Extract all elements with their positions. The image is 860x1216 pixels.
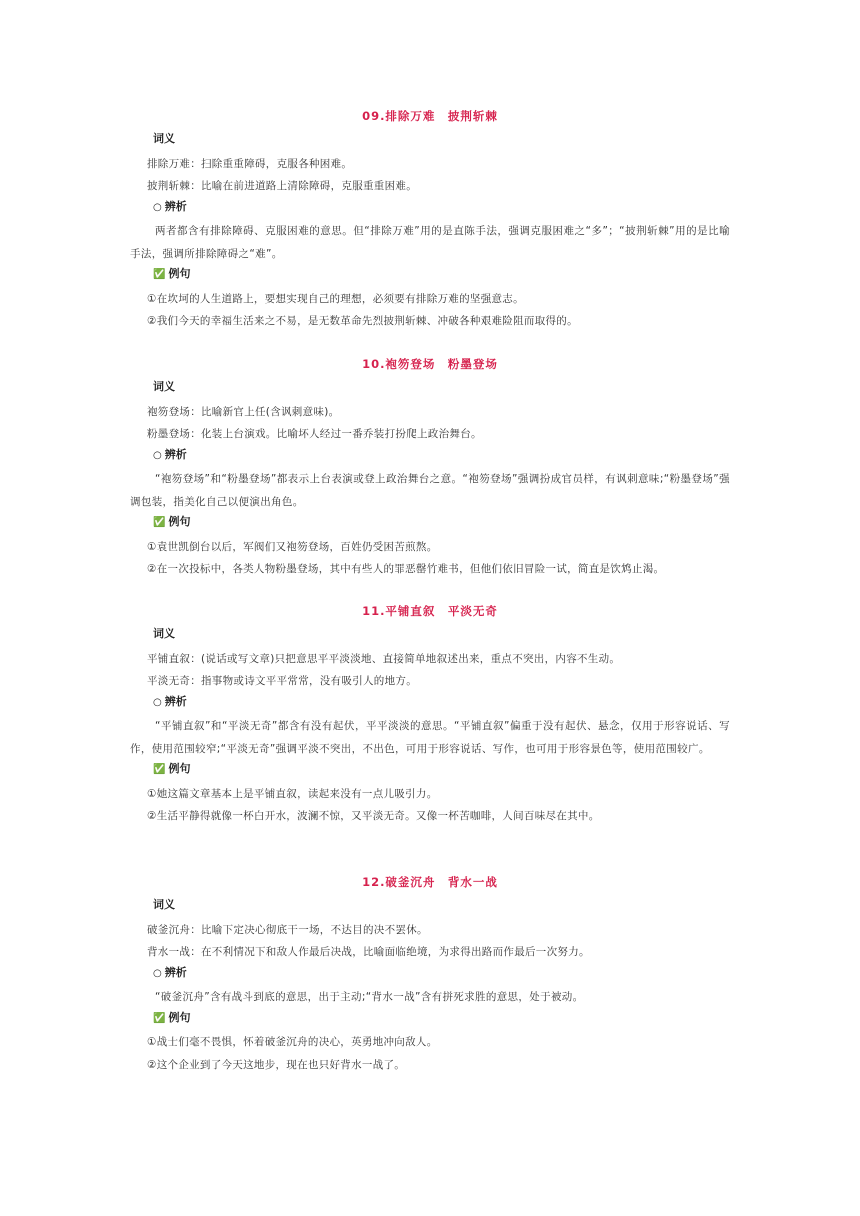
example-line: ②这个企业到了今天这地步，现在也只好背水一战了。 bbox=[147, 1058, 406, 1071]
section-10 bbox=[130, 354, 730, 581]
analysis-heading bbox=[130, 446, 730, 464]
section-09 bbox=[130, 106, 730, 333]
analysis-heading bbox=[130, 964, 730, 982]
analysis-heading bbox=[130, 693, 730, 711]
meaning-line: 披荆斩棘：比喻在前进道路上清除障碍，克服重重困难。 bbox=[147, 180, 417, 192]
check-icon: ✅ bbox=[153, 1012, 166, 1024]
circle-icon: ○ bbox=[153, 696, 162, 708]
example-label: 例句 bbox=[168, 515, 191, 528]
meaning-heading: 词义 bbox=[153, 380, 175, 393]
example-line: ①袁世凯倒台以后，军阀们又袍笏登场，百姓仍受困苦煎熬。 bbox=[147, 540, 438, 553]
check-icon: ✅ bbox=[153, 764, 166, 775]
analysis-text: “平铺直叙”和“平淡无奇”都含有没有起伏，平平淡淡的意思。“平铺直叙”偏重于没有起伏、悬念，仅用于形容说话、写作，使用范围较窄;“平淡无奇”强调平淡不突出，不出色，可用于形容说话、写作，也可用于形容景色等，使用范围较广。 bbox=[130, 720, 730, 755]
meaning-line: 破釜沉舟：比喻下定决心彻底干一场，不达目的决不罢休。 bbox=[147, 923, 428, 936]
analysis-heading bbox=[130, 198, 730, 216]
example-line: ②在一次投标中，各类人物粉墨登场，其中有些人的罪恶罄竹难书，但他们依旧冒险一试，简直是饮鸩止渴。 bbox=[147, 563, 665, 575]
analysis-label: 辨析 bbox=[164, 694, 187, 708]
example-heading bbox=[130, 513, 730, 531]
example-line: ①战士们毫不畏惧，怀着破釜沉舟的决心，英勇地冲向敌人。 bbox=[147, 1036, 438, 1048]
example-line: ②生活平静得就像一杯白开水，波澜不惊，又平淡无奇。又像一杯苦咖啡，人间百味尽在其中。 bbox=[147, 810, 600, 822]
analysis-label: 辨析 bbox=[164, 965, 187, 979]
example-label: 例句 bbox=[168, 1010, 191, 1024]
meaning-line: 平铺直叙：(说话或写文章)只把意思平平淡淡地、直接简单地叙述出来，重点不突出，内容不生动。 bbox=[147, 652, 621, 665]
meaning-line: 粉墨登场：化装上台演戏。比喻坏人经过一番乔装打扮爬上政治舞台。 bbox=[147, 428, 482, 440]
section-11 bbox=[130, 601, 730, 828]
example-heading bbox=[130, 265, 730, 283]
meaning-heading: 词义 bbox=[153, 898, 175, 911]
meaning-line: 背水一战：在不利情况下和敌人作最后决战，比喻面临绝境，为求得出路而作最后一次努力。 bbox=[147, 946, 590, 958]
example-line: ②我们今天的幸福生活来之不易，是无数革命先烈披荆斩棘、冲破各种艰难险阻而取得的。 bbox=[147, 315, 578, 327]
meaning-heading: 词义 bbox=[153, 627, 175, 640]
section-title: 10.袍笏登场 粉墨登场 bbox=[362, 357, 498, 371]
example-heading bbox=[130, 1009, 730, 1027]
section-title: 09.排除万难 披荆斩棘 bbox=[362, 109, 498, 123]
example-label: 例句 bbox=[168, 762, 191, 775]
circle-icon: ○ bbox=[153, 201, 162, 213]
example-heading bbox=[130, 760, 730, 778]
check-icon: ✅ bbox=[153, 269, 166, 280]
example-label: 例句 bbox=[168, 267, 191, 280]
check-icon: ✅ bbox=[153, 517, 166, 528]
analysis-label: 辨析 bbox=[164, 199, 187, 213]
analysis-label: 辨析 bbox=[164, 447, 187, 461]
analysis-text: “破釜沉舟”含有战斗到底的意思，出于主动;“背水一战”含有拼死求胜的意思，处于被动。 bbox=[155, 991, 584, 1003]
example-line: ①她这篇文章基本上是平铺直叙，读起来没有一点儿吸引力。 bbox=[147, 787, 438, 800]
meaning-line: 袍笏登场：比喻新官上任(含讽刺意味)。 bbox=[147, 405, 340, 418]
meaning-line: 排除万难：扫除重重障碍，克服各种困难。 bbox=[147, 157, 353, 170]
section-12 bbox=[130, 872, 730, 1076]
example-line: ①在坎坷的人生道路上，要想实现自己的理想，必须要有排除万难的坚强意志。 bbox=[147, 292, 524, 305]
meaning-heading: 词义 bbox=[153, 132, 175, 145]
circle-icon: ○ bbox=[153, 967, 162, 979]
analysis-text: 两者都含有排除障碍、克服困难的意思。但“排除万难”用的是直陈手法，强调克服困难之“多”；“披荆斩棘”用的是比喻手法，强调所排除障碍之“难”。 bbox=[130, 225, 730, 260]
section-title: 11.平铺直叙 平淡无奇 bbox=[362, 604, 498, 618]
circle-icon: ○ bbox=[153, 449, 162, 461]
section-title: 12.破釜沉舟 背水一战 bbox=[362, 875, 498, 889]
analysis-text: “袍笏登场”和“粉墨登场”都表示上台表演或登上政治舞台之意。“袍笏登场”强调扮成官员样，有讽刺意味;“粉墨登场”强调包装，指美化自己以便演出角色。 bbox=[130, 473, 730, 508]
meaning-line: 平淡无奇：指事物或诗文平平常常，没有吸引人的地方。 bbox=[147, 675, 417, 687]
